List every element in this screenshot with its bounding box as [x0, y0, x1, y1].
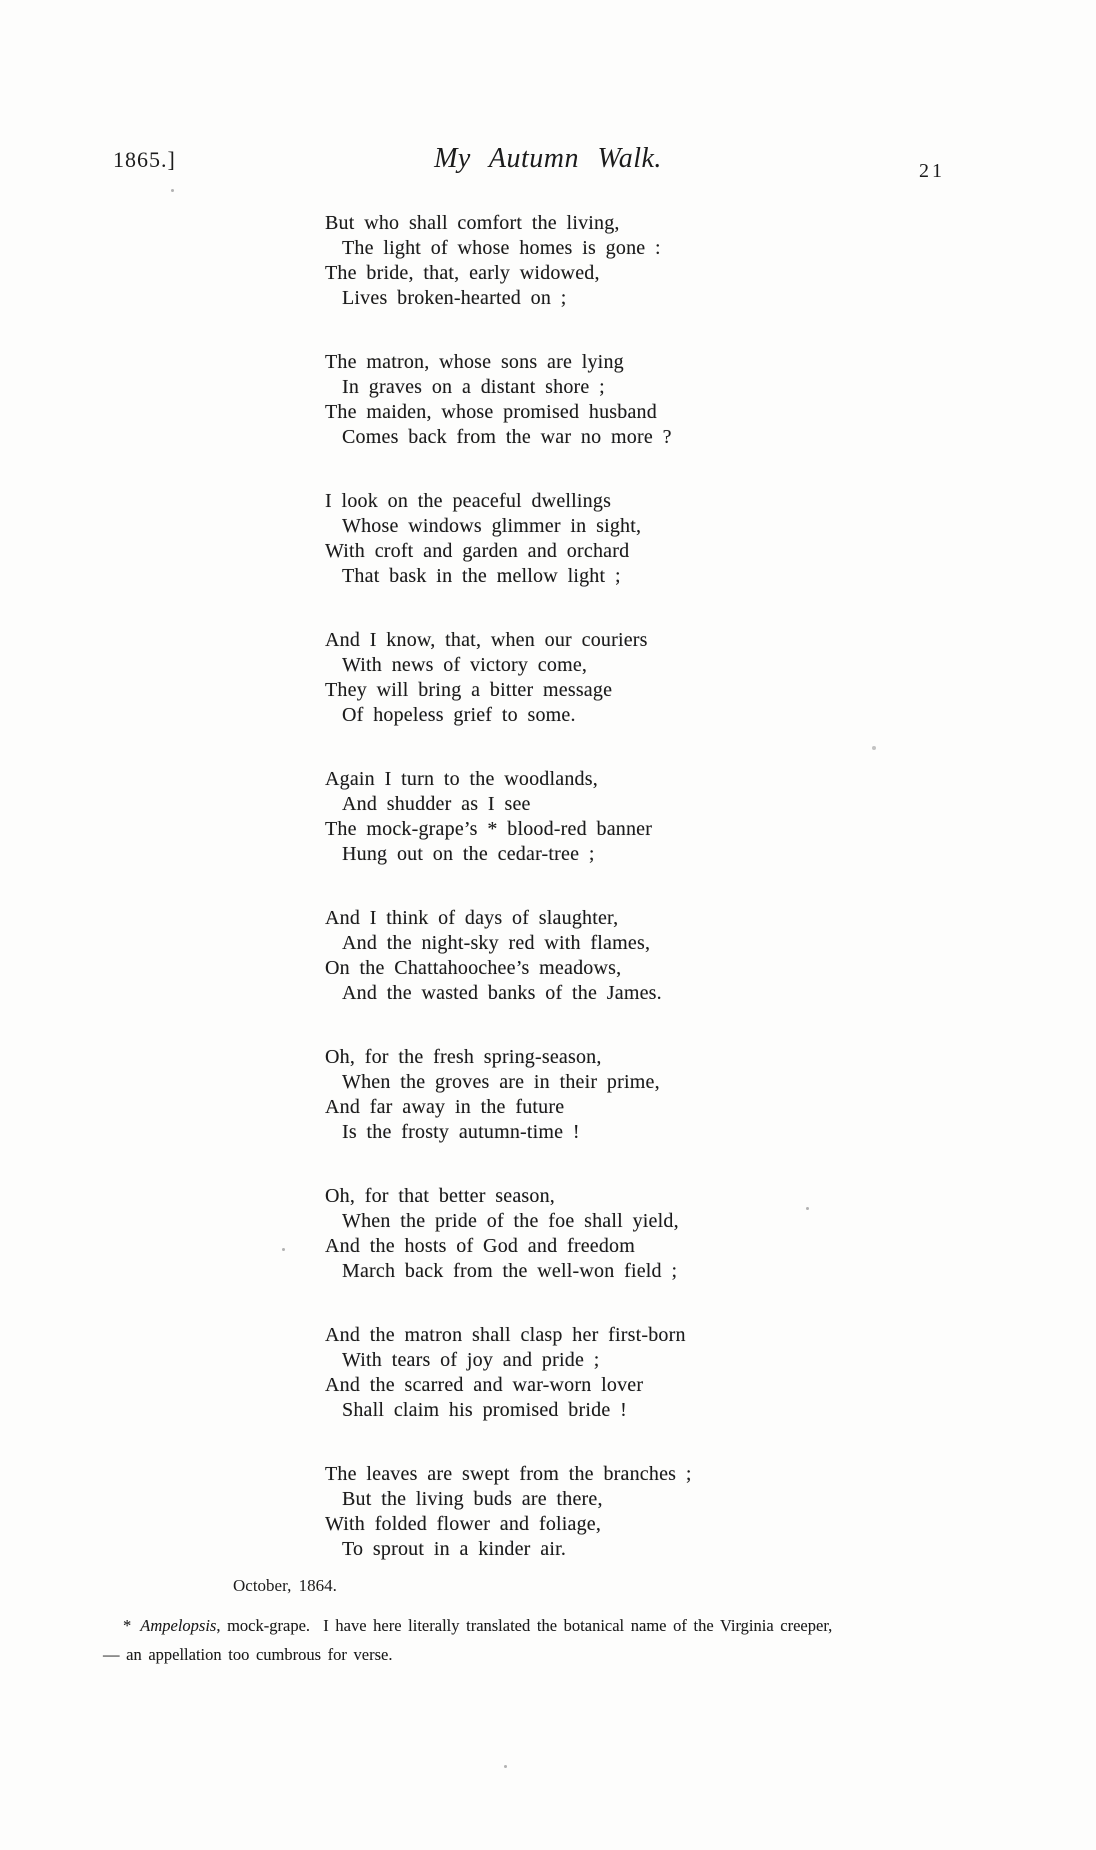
- poem-line: March back from the well-won field ;: [342, 1260, 678, 1282]
- poem-line: I look on the peaceful dwellings: [325, 490, 612, 512]
- poem-line: With news of victory come,: [342, 654, 588, 676]
- poem-line: The leaves are swept from the branches ;: [325, 1463, 692, 1485]
- date-line: October, 1864.: [233, 1576, 337, 1595]
- stanza: [325, 906, 692, 1006]
- scan-speck: [282, 1248, 285, 1251]
- footnote-line-2: — an appellation too cumbrous for verse.: [103, 1645, 393, 1664]
- poem-line: Lives broken-hearted on ;: [342, 287, 567, 309]
- poem-line: And I think of days of slaughter,: [325, 907, 619, 929]
- scan-speck: [171, 189, 174, 192]
- poem-line: With tears of joy and pride ;: [342, 1349, 600, 1371]
- footnote-asterisk-marker: *: [123, 1616, 132, 1635]
- footnote: [103, 1611, 983, 1669]
- poem-line: Of hopeless grief to some.: [342, 704, 576, 726]
- stanza: [325, 350, 692, 450]
- poem-line: Shall claim his promised bride !: [342, 1399, 627, 1421]
- poem-line: In graves on a distant shore ;: [342, 376, 605, 398]
- poem-line: Oh, for that better season,: [325, 1185, 556, 1207]
- poem-line: That bask in the mellow light ;: [342, 565, 621, 587]
- poem-line: Oh, for the fresh spring-season,: [325, 1046, 602, 1068]
- poem-line: And shudder as I see: [342, 793, 531, 815]
- poem-line: The maiden, whose promised husband: [325, 401, 657, 423]
- stanza: [325, 628, 692, 728]
- poem-line: And I know, that, when our couriers: [325, 629, 648, 651]
- poem-line: Whose windows glimmer in sight,: [342, 515, 642, 537]
- poem-line: But who shall comfort the living,: [325, 212, 620, 234]
- page-title: My Autumn Walk.: [434, 143, 662, 174]
- poem-line: They will bring a bitter message: [325, 679, 613, 701]
- poem-line: Again I turn to the woodlands,: [325, 768, 598, 790]
- poem-line: And the scarred and war-worn lover: [325, 1374, 644, 1396]
- poem-line: And the night-sky red with flames,: [342, 932, 651, 954]
- scan-speck: [806, 1207, 809, 1210]
- header-year-label: 1865.]: [113, 147, 176, 172]
- poem-line: But the living buds are there,: [342, 1488, 603, 1510]
- scan-speck: [872, 746, 876, 750]
- poem-line: Comes back from the war no more ?: [342, 426, 672, 448]
- poem-line: And far away in the future: [325, 1096, 565, 1118]
- stanza: [325, 767, 692, 867]
- poem-line: The mock-grape’s * blood-red banner: [325, 818, 653, 840]
- poem-line: With croft and garden and orchard: [325, 540, 630, 562]
- poem-line: When the pride of the foe shall yield,: [342, 1210, 679, 1232]
- poem-line: The bride, that, early widowed,: [325, 262, 600, 284]
- poem-line: Hung out on the cedar-tree ;: [342, 843, 595, 865]
- footnote-line1-text: , mock-grape. I have here literally translated the botanical name of the Virginia creeper,: [216, 1616, 833, 1635]
- footnote-line-1: [103, 1611, 983, 1640]
- stanza: [325, 489, 692, 589]
- stanza: [325, 211, 692, 311]
- poem-line: To sprout in a kinder air.: [342, 1538, 567, 1560]
- poem-line: And the matron shall clasp her first-born: [325, 1324, 686, 1346]
- poem-line: Is the frosty autumn-time !: [342, 1121, 580, 1143]
- footnote-latin-term: Ampelopsis: [140, 1616, 217, 1635]
- poem-line: And the wasted banks of the James.: [342, 982, 662, 1004]
- poem-line: On the Chattahoochee’s meadows,: [325, 957, 622, 979]
- stanza: [325, 1045, 692, 1145]
- stanza: [325, 1462, 692, 1562]
- poem-line: With folded flower and foliage,: [325, 1513, 602, 1535]
- stanza: [325, 1184, 692, 1284]
- scan-speck: [504, 1765, 507, 1768]
- poem-line: The matron, whose sons are lying: [325, 351, 624, 373]
- poem-line: When the groves are in their prime,: [342, 1071, 660, 1093]
- stanza: [325, 1323, 692, 1423]
- page-number: 21: [919, 160, 945, 182]
- poem-line: And the hosts of God and freedom: [325, 1235, 636, 1257]
- poem-line: The light of whose homes is gone :: [342, 237, 661, 259]
- poem: [325, 211, 692, 1562]
